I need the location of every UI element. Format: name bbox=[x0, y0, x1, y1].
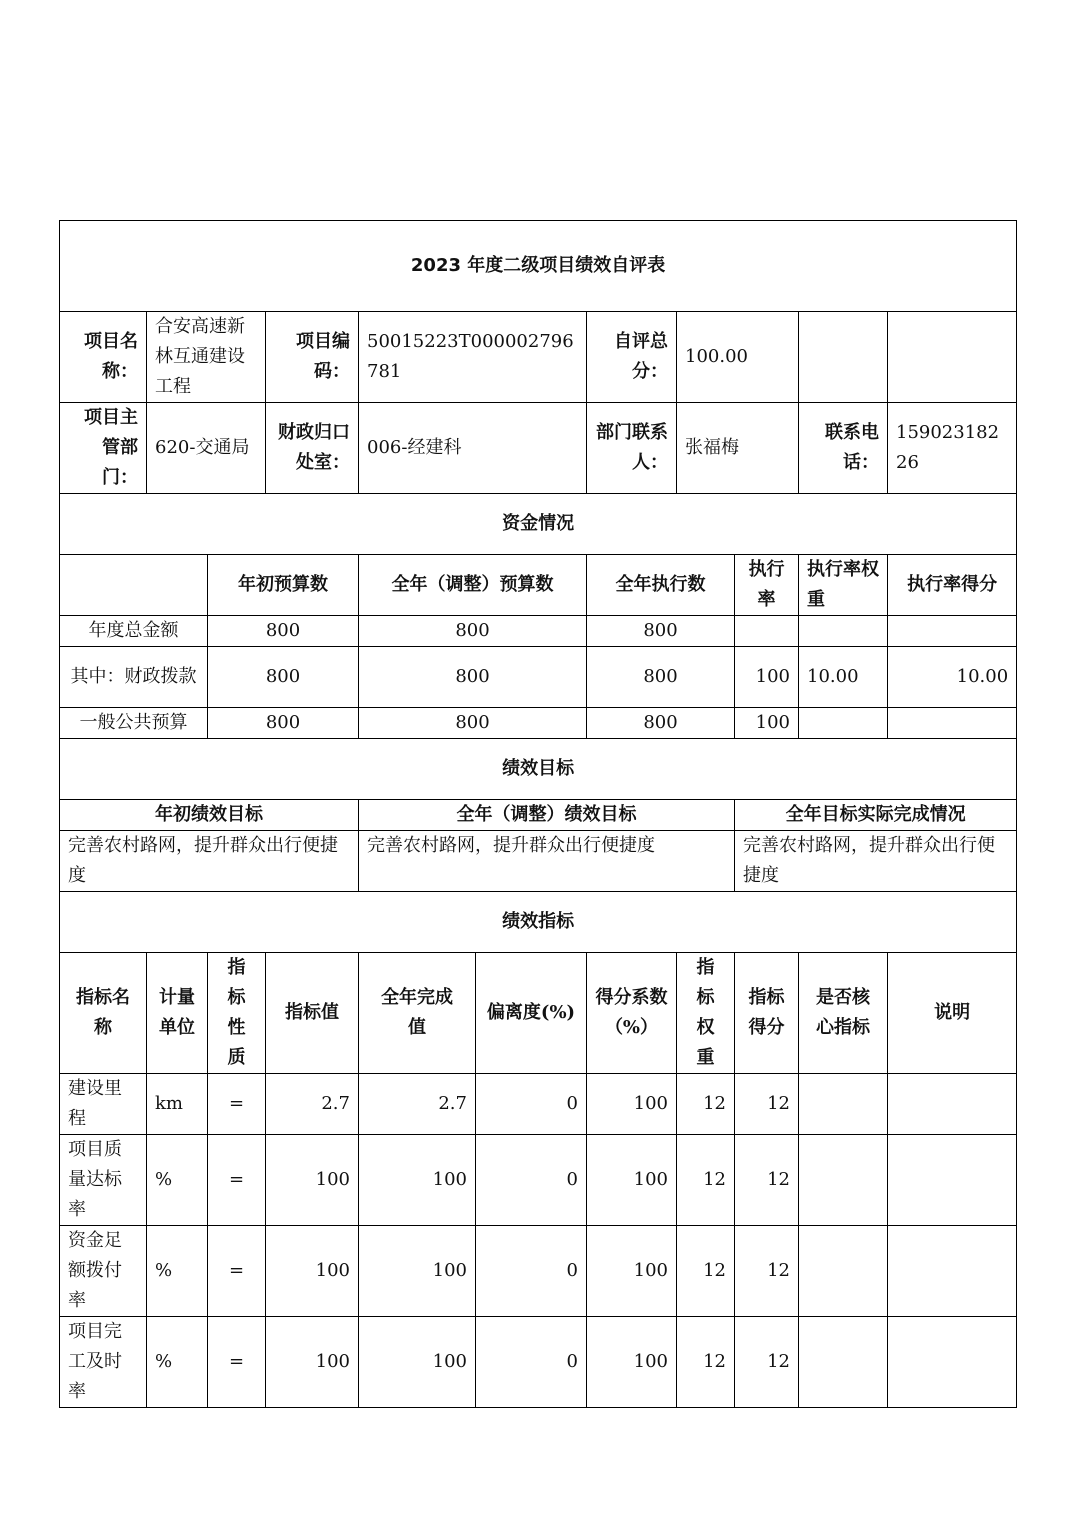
ind-completed: 100 bbox=[359, 1135, 476, 1226]
score-label: 自评总分： bbox=[587, 312, 677, 403]
goals-initial-value: 完善农村路网，提升群众出行便捷度 bbox=[60, 831, 359, 892]
ind-header-deviation: 偏离度(%) bbox=[476, 953, 587, 1074]
goals-section-title: 绩效目标 bbox=[60, 739, 1017, 800]
ind-target: 100 bbox=[266, 1226, 359, 1317]
funds-header-adjusted-budget: 全年（调整）预算数 bbox=[359, 555, 587, 616]
funds-header-initial-budget: 年初预算数 bbox=[208, 555, 359, 616]
indicator-row bbox=[60, 1074, 1017, 1135]
self-evaluation-table bbox=[59, 220, 1017, 1408]
ind-deviation: 0 bbox=[476, 1226, 587, 1317]
ind-header-completed: 全年完成值 bbox=[359, 953, 476, 1074]
ind-target: 100 bbox=[266, 1135, 359, 1226]
ind-core bbox=[799, 1226, 888, 1317]
page-title: 2023 年度二级项目绩效自评表 bbox=[60, 221, 1017, 312]
ind-note bbox=[888, 1226, 1017, 1317]
ind-unit: % bbox=[147, 1226, 208, 1317]
funds-header-blank bbox=[60, 555, 208, 616]
ind-completed: 100 bbox=[359, 1226, 476, 1317]
ind-weight: 12 bbox=[677, 1226, 735, 1317]
ind-header-note: 说明 bbox=[888, 953, 1017, 1074]
project-code-label: 项目编码： bbox=[266, 312, 359, 403]
ind-target: 2.7 bbox=[266, 1074, 359, 1135]
funds-header-executed: 全年执行数 bbox=[587, 555, 735, 616]
ind-score: 12 bbox=[735, 1074, 799, 1135]
ind-nature: = bbox=[208, 1317, 266, 1408]
funds-section-title: 资金情况 bbox=[60, 494, 1017, 555]
ind-header-unit: 计量单位 bbox=[147, 953, 208, 1074]
ind-completed: 2.7 bbox=[359, 1074, 476, 1135]
ind-header-name: 指标名称 bbox=[60, 953, 147, 1074]
project-name-label: 项目名称： bbox=[60, 312, 147, 403]
ind-completed: 100 bbox=[359, 1317, 476, 1408]
funds-cell bbox=[735, 616, 799, 647]
funds-cell: 800 bbox=[208, 708, 359, 739]
funds-cell bbox=[888, 616, 1017, 647]
indicator-row bbox=[60, 1226, 1017, 1317]
funds-cell: 800 bbox=[359, 616, 587, 647]
funds-header-exec-rate: 执行率 bbox=[735, 555, 799, 616]
funds-cell bbox=[799, 616, 888, 647]
dept-label: 项目主管部门： bbox=[60, 403, 147, 494]
ind-core bbox=[799, 1135, 888, 1226]
funds-cell: 100 bbox=[735, 708, 799, 739]
ind-coefficient: 100 bbox=[587, 1074, 677, 1135]
ind-coefficient: 100 bbox=[587, 1317, 677, 1408]
finance-label: 财政归口处室： bbox=[266, 403, 359, 494]
ind-name: 建设里程 bbox=[60, 1074, 147, 1135]
ind-header-nature: 指标性质 bbox=[208, 953, 266, 1074]
ind-deviation: 0 bbox=[476, 1135, 587, 1226]
ind-unit: km bbox=[147, 1074, 208, 1135]
ind-name: 项目完工及时率 bbox=[60, 1317, 147, 1408]
indicator-row bbox=[60, 1135, 1017, 1226]
ind-target: 100 bbox=[266, 1317, 359, 1408]
phone-value: 15902318226 bbox=[888, 403, 1017, 494]
ind-note bbox=[888, 1074, 1017, 1135]
funds-cell: 800 bbox=[208, 647, 359, 708]
funds-cell: 800 bbox=[587, 647, 735, 708]
finance-value: 006-经建科 bbox=[359, 403, 587, 494]
funds-cell: 800 bbox=[587, 616, 735, 647]
funds-cell: 800 bbox=[359, 647, 587, 708]
ind-deviation: 0 bbox=[476, 1074, 587, 1135]
funds-header-exec-score: 执行率得分 bbox=[888, 555, 1017, 616]
goals-header-actual: 全年目标实际完成情况 bbox=[735, 800, 1017, 831]
ind-name: 资金足额拨付率 bbox=[60, 1226, 147, 1317]
ind-header-target: 指标值 bbox=[266, 953, 359, 1074]
funds-cell: 800 bbox=[208, 616, 359, 647]
ind-core bbox=[799, 1074, 888, 1135]
funds-row-label: 一般公共预算 bbox=[60, 708, 208, 739]
ind-note bbox=[888, 1135, 1017, 1226]
goals-actual-value: 完善农村路网，提升群众出行便捷度 bbox=[735, 831, 1017, 892]
project-code-value: 50015223T000002796781 bbox=[359, 312, 587, 403]
funds-row-label: 其中：财政拨款 bbox=[60, 647, 208, 708]
ind-header-core: 是否核心指标 bbox=[799, 953, 888, 1074]
ind-note bbox=[888, 1317, 1017, 1408]
funds-row bbox=[60, 616, 1017, 647]
funds-cell bbox=[799, 708, 888, 739]
dept-value: 620-交通局 bbox=[147, 403, 266, 494]
funds-cell bbox=[888, 708, 1017, 739]
score-value: 100.00 bbox=[677, 312, 799, 403]
ind-score: 12 bbox=[735, 1226, 799, 1317]
funds-cell: 10.00 bbox=[888, 647, 1017, 708]
indicators-section-title: 绩效指标 bbox=[60, 892, 1017, 953]
goals-header-initial: 年初绩效目标 bbox=[60, 800, 359, 831]
ind-weight: 12 bbox=[677, 1135, 735, 1226]
contact-label: 部门联系人： bbox=[587, 403, 677, 494]
ind-score: 12 bbox=[735, 1317, 799, 1408]
phone-label: 联系电话： bbox=[799, 403, 888, 494]
funds-row-label: 年度总金额 bbox=[60, 616, 208, 647]
ind-coefficient: 100 bbox=[587, 1135, 677, 1226]
ind-score: 12 bbox=[735, 1135, 799, 1226]
goals-header-adjusted: 全年（调整）绩效目标 bbox=[359, 800, 735, 831]
ind-unit: % bbox=[147, 1135, 208, 1226]
funds-header-exec-weight: 执行率权重 bbox=[799, 555, 888, 616]
contact-value: 张福梅 bbox=[677, 403, 799, 494]
ind-nature: = bbox=[208, 1074, 266, 1135]
funds-row bbox=[60, 647, 1017, 708]
empty-cell bbox=[799, 312, 888, 403]
ind-name: 项目质量达标率 bbox=[60, 1135, 147, 1226]
funds-cell: 800 bbox=[359, 708, 587, 739]
empty-cell bbox=[888, 312, 1017, 403]
indicator-row bbox=[60, 1317, 1017, 1408]
ind-deviation: 0 bbox=[476, 1317, 587, 1408]
funds-cell: 100 bbox=[735, 647, 799, 708]
ind-header-coefficient: 得分系数（%） bbox=[587, 953, 677, 1074]
ind-header-weight: 指标权重 bbox=[677, 953, 735, 1074]
ind-coefficient: 100 bbox=[587, 1226, 677, 1317]
ind-core bbox=[799, 1317, 888, 1408]
funds-cell: 800 bbox=[587, 708, 735, 739]
funds-row bbox=[60, 708, 1017, 739]
ind-unit: % bbox=[147, 1317, 208, 1408]
ind-weight: 12 bbox=[677, 1074, 735, 1135]
funds-cell: 10.00 bbox=[799, 647, 888, 708]
ind-weight: 12 bbox=[677, 1317, 735, 1408]
ind-nature: = bbox=[208, 1226, 266, 1317]
ind-nature: = bbox=[208, 1135, 266, 1226]
project-name-value: 合安高速新林互通建设工程 bbox=[147, 312, 266, 403]
ind-header-score: 指标得分 bbox=[735, 953, 799, 1074]
goals-adjusted-value: 完善农村路网，提升群众出行便捷度 bbox=[359, 831, 735, 892]
